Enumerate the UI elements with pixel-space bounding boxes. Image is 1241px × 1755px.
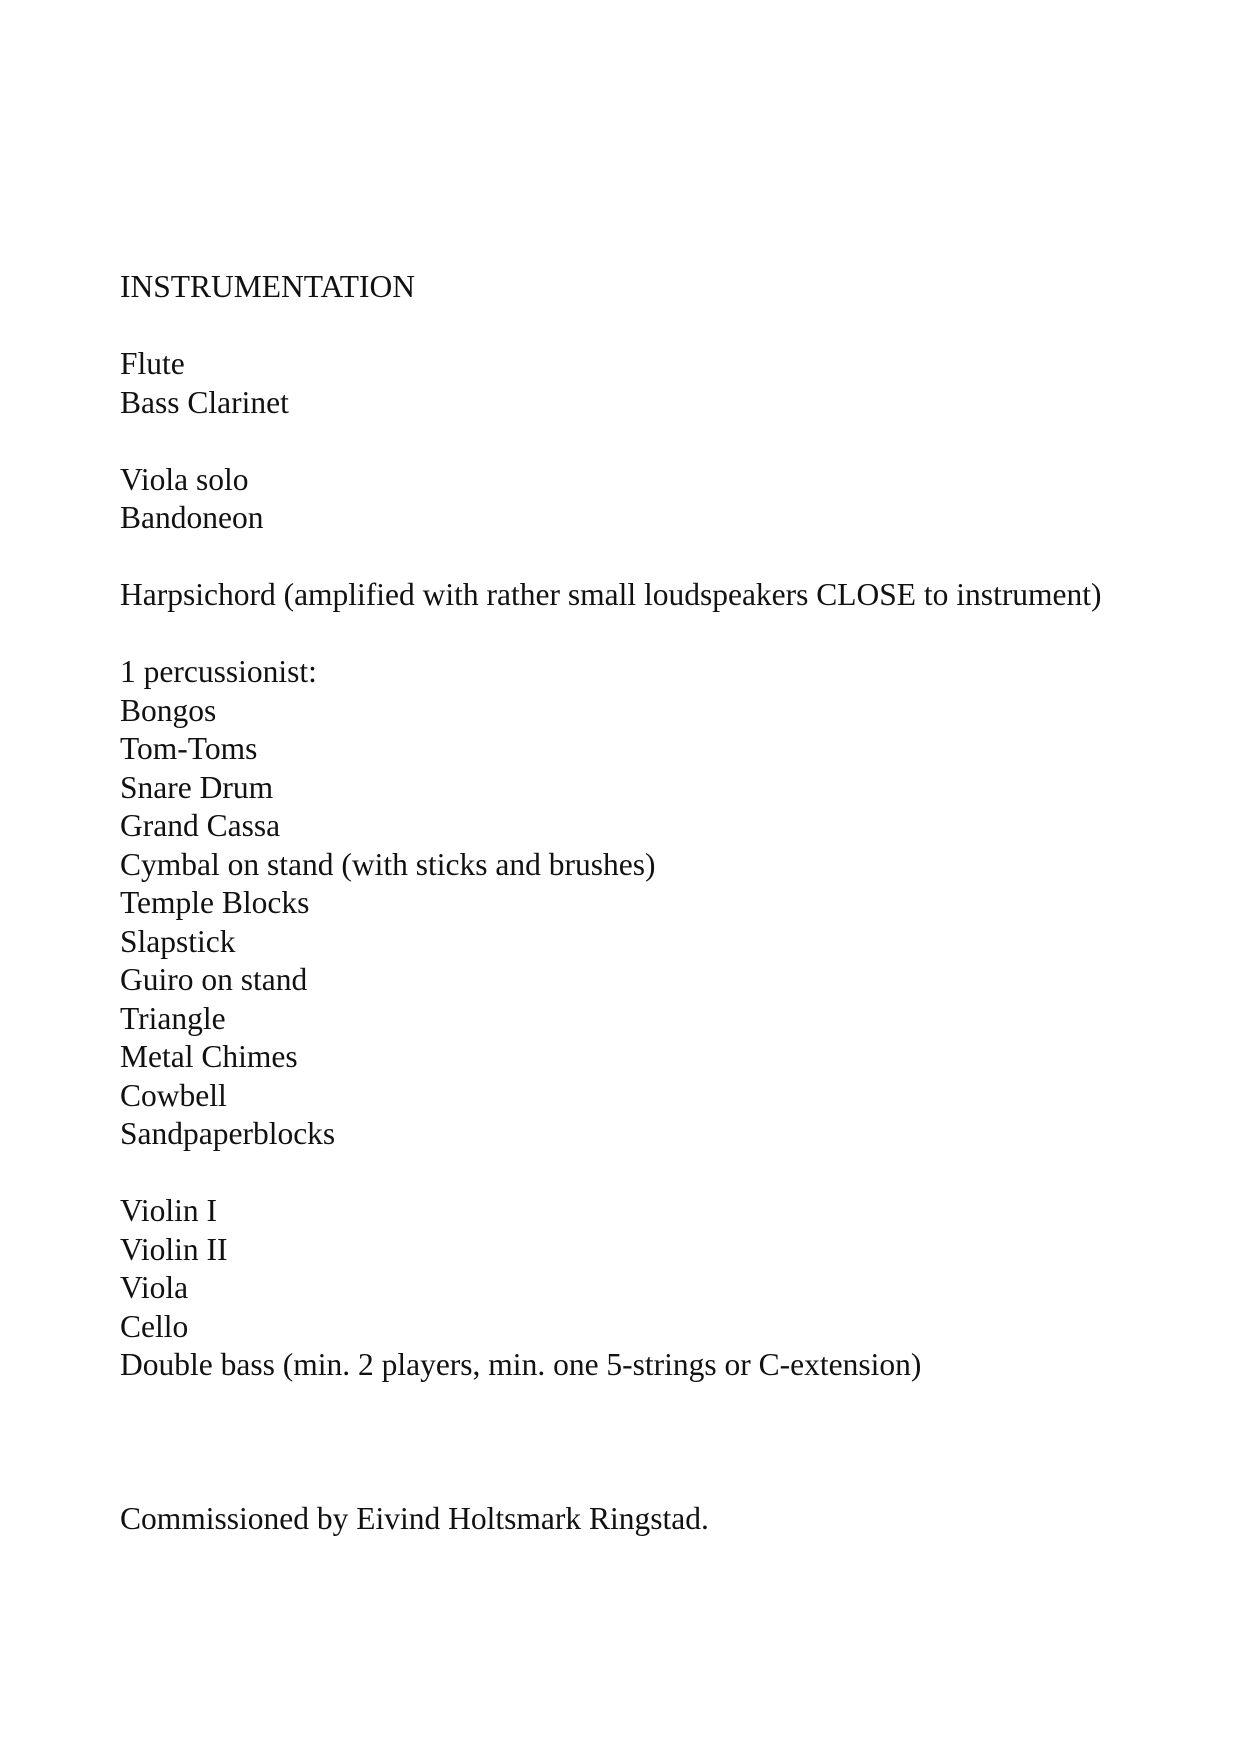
spacer [120, 1154, 1220, 1193]
instrument-bandoneon: Bandoneon [120, 500, 264, 535]
spacer [120, 307, 1220, 346]
instrument-bass-clarinet: Bass Clarinet [120, 384, 289, 420]
instrument-violin-1: Violin I [120, 1193, 217, 1228]
instrumentation-list [120, 268, 1220, 1538]
spacer [120, 538, 1220, 577]
percussion-title: 1 percussionist: [120, 654, 317, 689]
spacer [120, 1385, 1220, 1500]
percussion-item: Slapstick [120, 923, 236, 959]
percussion-item: Tom-Toms [120, 731, 258, 766]
instrument-cello: Cello [120, 1308, 189, 1344]
percussion-item: Sandpaperblocks [120, 1116, 336, 1151]
strings-section [120, 1192, 1220, 1385]
spacer [120, 615, 1220, 654]
percussion-item: Snare Drum [120, 769, 274, 805]
instrument-double-bass: Double bass (min. 2 players, min. one 5-strings or C-extension) [120, 1347, 922, 1382]
spacer [120, 422, 1220, 461]
percussion-section [120, 653, 1220, 1154]
instrument-harpsichord: Harpsichord (amplified with rather small loudspeakers CLOSE to instrument) [120, 577, 1102, 612]
instrument-violin-2: Violin II [120, 1231, 228, 1267]
percussion-item: Cymbal on stand (with sticks and brushes) [120, 846, 656, 882]
instrument-viola-solo: Viola solo [120, 461, 249, 497]
percussion-item: Cowbell [120, 1077, 227, 1113]
instrument-viola: Viola [120, 1270, 189, 1305]
winds-section [120, 345, 1220, 422]
page-title: INSTRUMENTATION [120, 269, 415, 304]
commission-note: Commissioned by Eivind Holtsmark Ringstad. [120, 1500, 709, 1536]
percussion-item: Grand Cassa [120, 808, 281, 843]
percussion-item: Bongos [120, 692, 217, 728]
percussion-item: Metal Chimes [120, 1039, 298, 1074]
soloists-section [120, 461, 1220, 538]
instrument-flute: Flute [120, 346, 185, 381]
percussion-item: Temple Blocks [120, 885, 310, 920]
percussion-item: Triangle [120, 1000, 226, 1036]
percussion-item: Guiro on stand [120, 962, 308, 997]
